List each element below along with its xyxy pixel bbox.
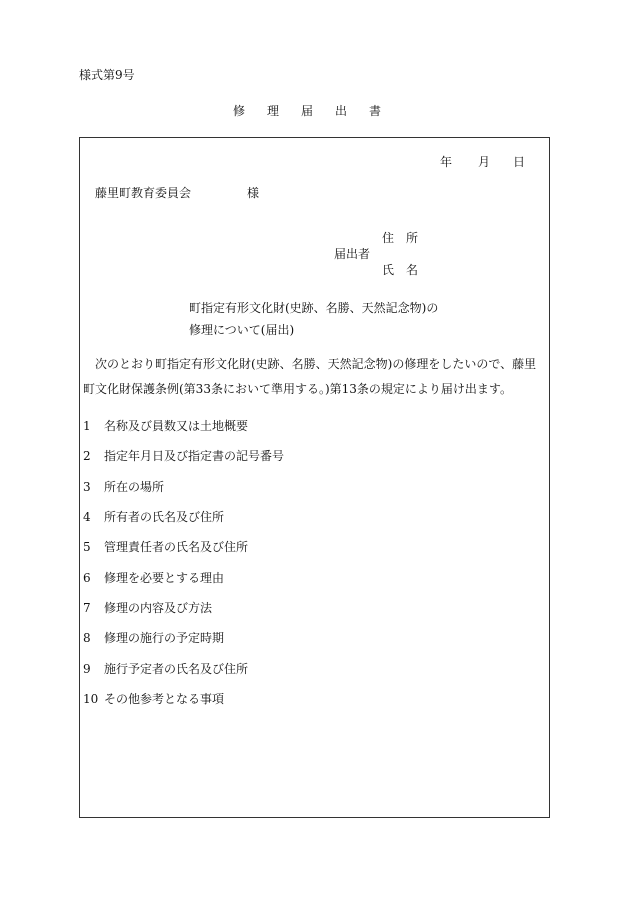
item-text: 修理の施行の予定時期 [104, 631, 225, 645]
item-number: 8 [83, 631, 91, 645]
name-label: 氏 名 [382, 263, 419, 277]
list-item [83, 569, 224, 586]
date-year: 年 [440, 155, 453, 169]
list-item [83, 599, 212, 616]
item-text: 指定年月日及び指定書の記号番号 [104, 449, 285, 463]
item-text: 名称及び員数又は土地概要 [104, 419, 249, 433]
item-text: 修理の内容及び方法 [104, 601, 213, 615]
item-number: 2 [83, 449, 91, 463]
list-item [83, 417, 248, 434]
title-char: 修 [233, 104, 246, 118]
applicant-label: 届出者 [334, 247, 371, 261]
title-char: 出 [335, 104, 348, 118]
addressee-name: 藤里町教育委員会 [95, 186, 192, 200]
addressee-honorific: 様 [247, 186, 260, 200]
form-number: 様式第9号 [79, 68, 135, 82]
item-text: 管理責任者の氏名及び住所 [104, 540, 249, 554]
item-number: 3 [83, 480, 91, 494]
title-char: 理 [267, 104, 280, 118]
subject-line-1: 町指定有形文化財(史跡、名勝、天然記念物)の [189, 301, 439, 315]
item-number: 6 [83, 571, 91, 585]
list-item [83, 660, 248, 677]
list-item [83, 478, 164, 495]
list-item [83, 629, 224, 646]
item-text: 所在の場所 [104, 480, 165, 494]
item-number: 1 [83, 419, 91, 433]
item-number: 7 [83, 601, 91, 615]
list-item [83, 508, 224, 525]
list-item [83, 447, 284, 464]
list-item [83, 690, 224, 707]
list-item [83, 538, 248, 555]
item-text: 所有者の氏名及び住所 [104, 510, 225, 524]
item-text: 修理を必要とする理由 [104, 571, 225, 585]
subject [189, 297, 438, 341]
date-month: 月 [478, 155, 491, 169]
title-char: 届 [301, 104, 314, 118]
subject-line-2: 修理について(届出) [189, 323, 295, 337]
body-text: 次のとおり町指定有形文化財(史跡、名勝、天然記念物)の修理をしたいので、藤里町文化財保護条例(第33条において準用する。)第13条の規定により届け出ます。 [83, 357, 537, 396]
item-number: 4 [83, 510, 91, 524]
document-title [233, 102, 403, 119]
title-char: 書 [369, 104, 382, 118]
item-number: 5 [83, 540, 91, 554]
item-number: 10 [83, 692, 99, 706]
address-label: 住 所 [382, 231, 419, 245]
item-text: 施行予定者の氏名及び住所 [104, 662, 249, 676]
item-number: 9 [83, 662, 91, 676]
date-line [440, 153, 525, 170]
item-text: その他参考となる事項 [104, 692, 225, 706]
date-day: 日 [513, 155, 526, 169]
